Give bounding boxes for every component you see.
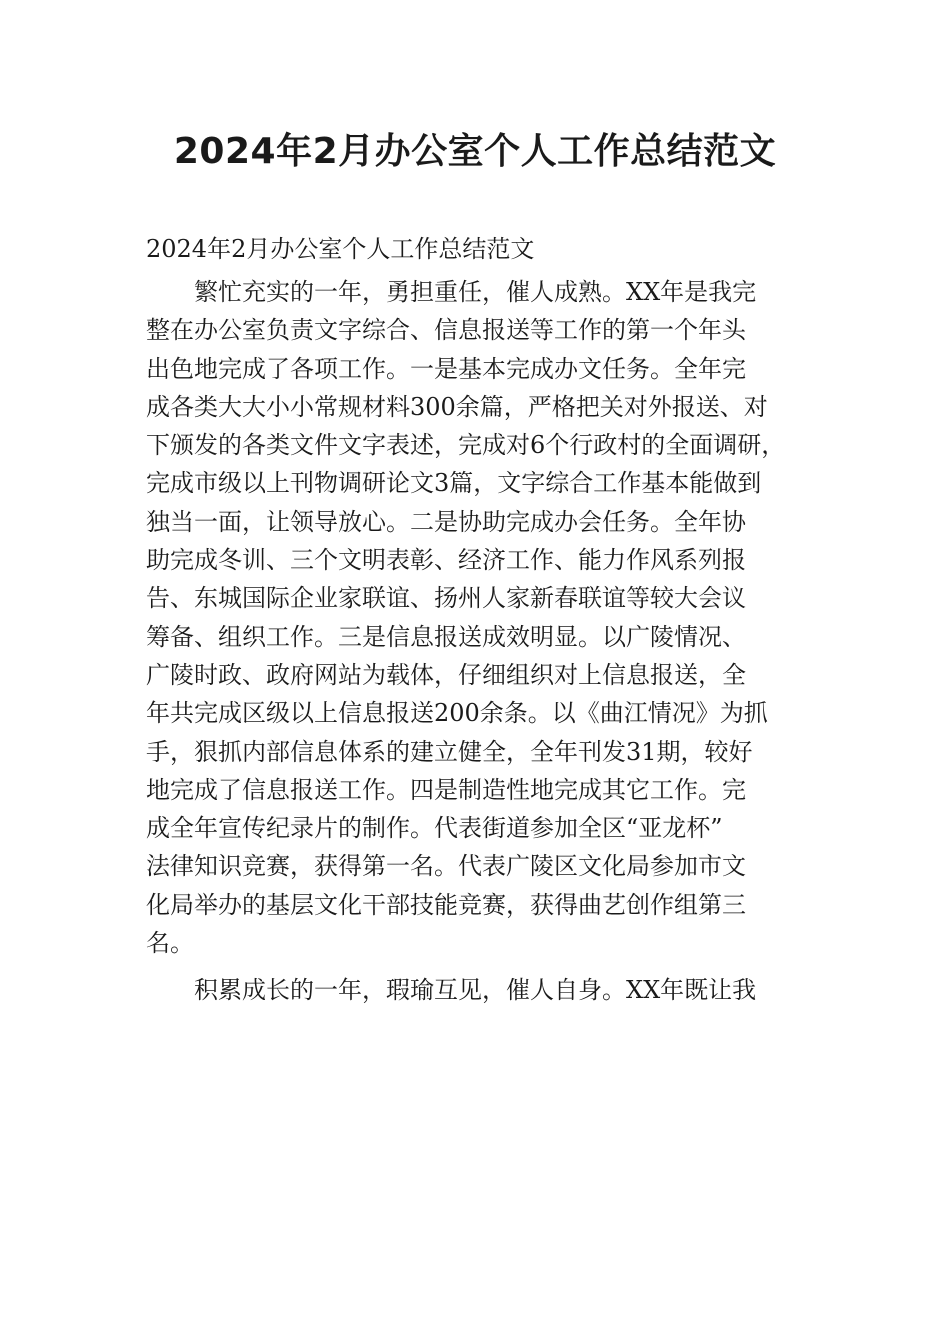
paragraph-line: 法律知识竞赛，获得第一名。代表广陵区文化局参加市文 <box>146 852 746 881</box>
paragraph-line: 成全年宣传纪录片的制作。代表街道参加全区“亚龙杯” <box>146 814 723 843</box>
paragraph <box>146 971 810 1009</box>
paragraph-line: 完成市级以上刊物调研论文3篇，文字综合工作基本能做到 <box>146 469 762 498</box>
paragraph-line: 手，狠抓内部信息体系的建立健全，全年刊发31期，较好 <box>146 737 753 766</box>
paragraph <box>146 273 810 962</box>
paragraph-line: 化局举办的基层文化干部技能竞赛，获得曲艺创作组第三 <box>146 890 746 919</box>
paragraph-line: 筹备、组织工作。三是信息报送成效明显。以广陵情况、 <box>146 622 746 651</box>
document-title: 2024年2月办公室个人工作总结范文 <box>173 131 777 172</box>
paragraph-line: 告、东城国际企业家联谊、扬州人家新春联谊等较大会议 <box>146 584 746 613</box>
paragraph-line: 繁忙充实的一年，勇担重任，催人成熟。XX年是我完 <box>194 278 757 306</box>
paragraph-line: 整在办公室负责文字综合、信息报送等工作的第一个年头 <box>146 316 746 345</box>
paragraph-line: 地完成了信息报送工作。四是制造性地完成其它工作。完 <box>146 775 746 804</box>
paragraph-line: 下颁发的各类文件文字表述，完成对6个行政村的全面调研， <box>146 431 786 460</box>
document-body <box>146 230 810 1010</box>
paragraph-line: 名。 <box>146 929 194 958</box>
paragraph-line: 独当一面，让领导放心。二是协助完成办会任务。全年协 <box>146 507 746 536</box>
paragraph-line: 广陵时政、政府网站为载体，仔细组织对上信息报送，全 <box>146 660 746 689</box>
document-subtitle: 2024年2月办公室个人工作总结范文 <box>146 235 535 263</box>
paragraph-line: 成各类大大小小常规材料300余篇，严格把关对外报送、对 <box>146 392 768 421</box>
paragraph-line: 年共完成区级以上信息报送200余条。以《曲江情况》为抓 <box>146 699 768 728</box>
paragraph-line: 助完成冬训、三个文明表彰、经济工作、能力作风系列报 <box>146 546 746 575</box>
paragraph-line: 出色地完成了各项工作。一是基本完成办文任务。全年完 <box>146 354 746 383</box>
paragraph-line: 积累成长的一年，瑕瑜互见，催人自身。XX年既让我 <box>194 976 757 1005</box>
